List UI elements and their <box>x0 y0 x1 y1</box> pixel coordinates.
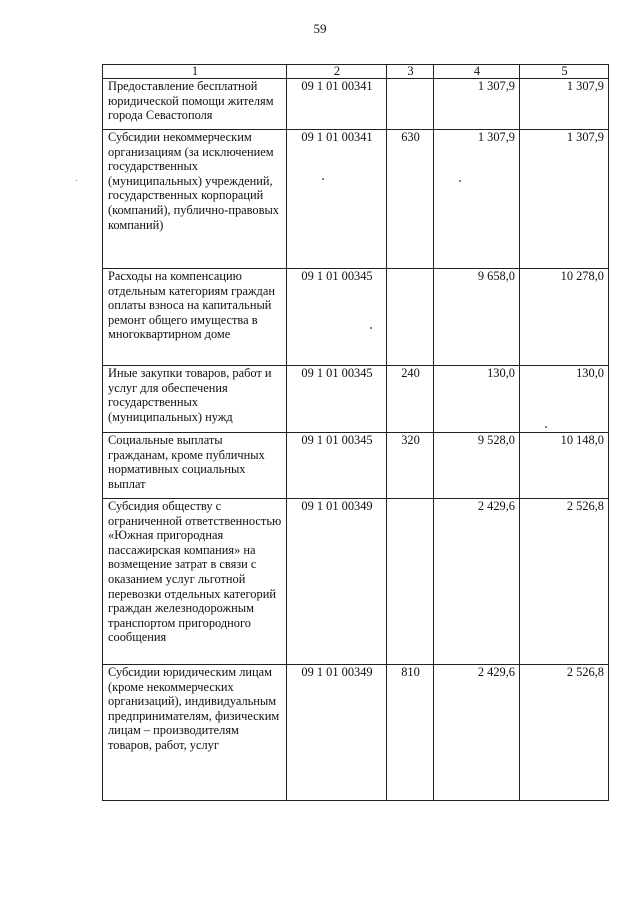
row-value-col4: 1 307,9 <box>434 130 520 269</box>
header-col-3: 3 <box>387 65 434 79</box>
row-expense-type: 240 <box>387 366 434 433</box>
scan-speck <box>322 178 324 180</box>
row-expense-type <box>387 499 434 665</box>
row-name: Предоставление бесплатной юридической помощи жителям города Севастополя <box>103 79 287 130</box>
row-value-col5: 1 307,9 <box>520 130 609 269</box>
row-value-col4: 1 307,9 <box>434 79 520 130</box>
row-code: 09 1 01 00345 <box>287 269 387 366</box>
scan-speck <box>76 180 77 181</box>
row-code: 09 1 01 00345 <box>287 433 387 499</box>
row-value-col5: 10 278,0 <box>520 269 609 366</box>
row-code: 09 1 01 00349 <box>287 499 387 665</box>
budget-table <box>102 64 609 801</box>
row-expense-type <box>387 269 434 366</box>
header-col-4: 4 <box>434 65 520 79</box>
row-value-col5: 2 526,8 <box>520 665 609 801</box>
table-row <box>103 433 609 499</box>
header-col-5: 5 <box>520 65 609 79</box>
row-expense-type: 630 <box>387 130 434 269</box>
table-row <box>103 79 609 130</box>
row-value-col5: 10 148,0 <box>520 433 609 499</box>
header-col-1: 1 <box>103 65 287 79</box>
row-expense-type <box>387 79 434 130</box>
row-value-col4: 9 658,0 <box>434 269 520 366</box>
row-value-col4: 9 528,0 <box>434 433 520 499</box>
row-code: 09 1 01 00349 <box>287 665 387 801</box>
row-value-col5: 1 307,9 <box>520 79 609 130</box>
table-row <box>103 269 609 366</box>
row-value-col5: 2 526,8 <box>520 499 609 665</box>
row-value-col4: 2 429,6 <box>434 665 520 801</box>
row-value-col5: 130,0 <box>520 366 609 433</box>
row-name: Субсидии некоммерческим организациям (за исключением государственных (муниципальных) учреждений, государственных корпораций (компаний), публично-правовых компаний) <box>103 130 287 269</box>
header-row <box>103 65 609 79</box>
row-expense-type: 320 <box>387 433 434 499</box>
row-name: Расходы на компенсацию отдельным категориям граждан оплаты взноса на капитальный ремонт общего имущества в многоквартирном доме <box>103 269 287 366</box>
table-row <box>103 665 609 801</box>
page-number: 59 <box>313 21 327 36</box>
scan-speck <box>459 180 461 182</box>
row-name: Социальные выплаты гражданам, кроме публичных нормативных социальных выплат <box>103 433 287 499</box>
table-row <box>103 499 609 665</box>
row-value-col4: 2 429,6 <box>434 499 520 665</box>
row-code: 09 1 01 00341 <box>287 79 387 130</box>
row-name: Субсидия обществу с ограниченной ответственностью «Южная пригородная пассажирская компания» на возмещение затрат в связи с оказанием услуг льготной перевозки отдельных категорий граждан железнодорожным транспортом пригородного сообщения <box>103 499 287 665</box>
row-code: 09 1 01 00341 <box>287 130 387 269</box>
table-row <box>103 366 609 433</box>
header-col-2: 2 <box>287 65 387 79</box>
row-expense-type: 810 <box>387 665 434 801</box>
scan-speck <box>370 327 372 329</box>
row-name: Иные закупки товаров, работ и услуг для обеспечения государственных (муниципальных) нужд <box>103 366 287 433</box>
row-code: 09 1 01 00345 <box>287 366 387 433</box>
row-value-col4: 130,0 <box>434 366 520 433</box>
table-row <box>103 130 609 269</box>
scan-speck <box>545 426 547 428</box>
row-name: Субсидии юридическим лицам (кроме некоммерческих организаций), индивидуальным предпринимателям, физическим лицам – производителям товаров, работ, услуг <box>103 665 287 801</box>
